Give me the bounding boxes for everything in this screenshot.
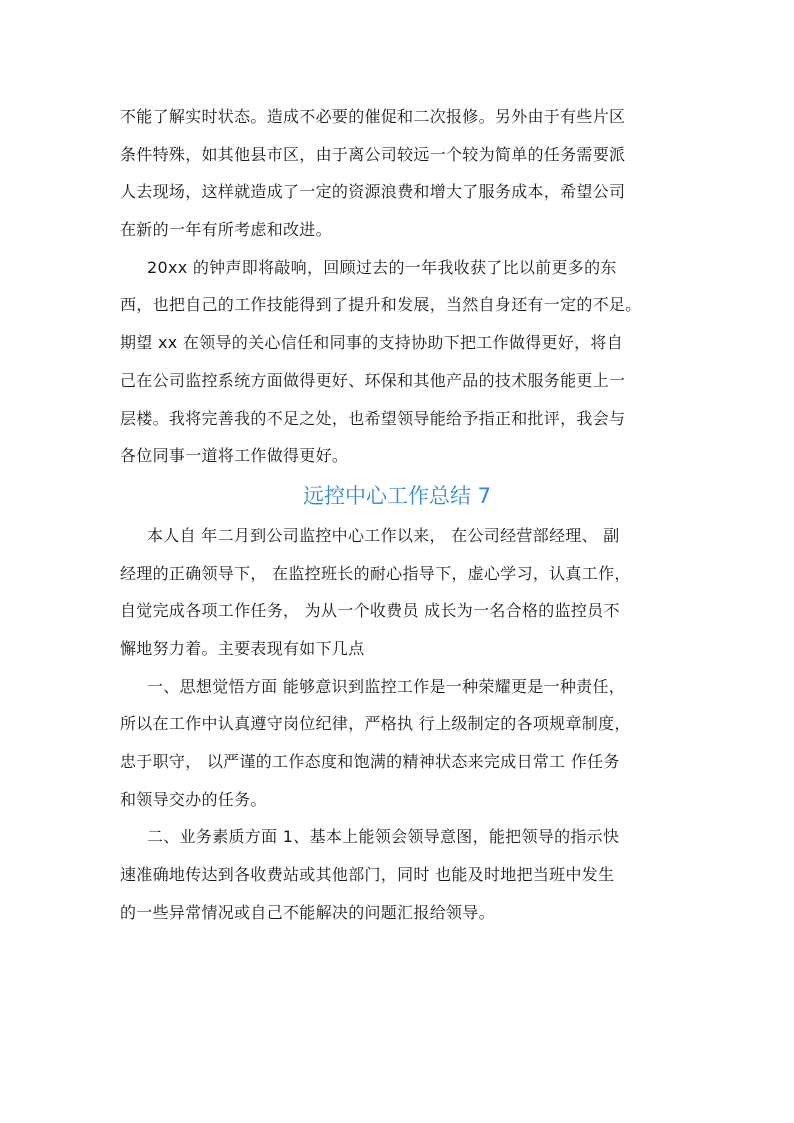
paragraph [120,249,674,475]
text-line: 速准确地传达到各收费站或其他部门，同时 也能及时地把当班中发生 [120,865,615,885]
text-line: 己在公司监控系统方面做得更好、环保和其他产品的技术服务能更上一 [120,370,626,390]
text-line: 各位同事一道将工作做得更好。 [120,446,349,466]
text-line: 自觉完成各项工作任务， 为从一个收费员 成长为一名合格的监控员不 [120,601,620,621]
text-line: 条件特殊，如其他县市区，由于离公司较远一个较为简单的任务需要派 [120,144,626,164]
text-line: 层楼。我将完善我的不足之处，也希望领导能给予指正和批评，我会与 [120,408,626,428]
document-page [120,98,674,931]
paragraph [120,98,674,249]
text-line: 忠于职守， 以严谨的工作态度和饱满的精神状态来完成日常工 作任务 [120,752,620,771]
text-line: 20xx 的钟声即将敲响，回顾过去的一年我收获了比以前更多的东 [147,257,617,277]
text-line: 人去现场，这样就造成了一定的资源浪费和增大了服务成本，希望公司 [120,182,626,202]
text-line: 一、思想觉悟方面 能够意识到监控工作是一种荣耀更是一种责任， [147,676,626,696]
section-title: 远控中心工作总结 7 [302,483,492,508]
text-line: 所以在工作中认真遵守岗位纪律，严格执 行上级制定的各项规章制度， [120,714,631,734]
text-line: 不能了解实时状态。造成不必要的催促和二次报修。另外由于有些片区 [120,107,626,126]
text-line: 本人自 年二月到公司监控中心工作以来， 在公司经营部经理、 副 [147,525,620,545]
text-line: 二、业务素质方面 1、基本上能领会领导意图，能把领导的指示快 [147,827,620,847]
text-line: 的一些异常情况或自己不能解决的问题汇报给领导。 [120,902,495,922]
text-line: 西，也把自己的工作技能得到了提升和发展，当然自身还有一定的不足。 [120,295,642,315]
paragraph [120,818,674,931]
paragraph [120,668,674,819]
text-line: 懈地努力着。主要表现有如下几点 [120,638,365,658]
text-line: 经理的正确领导下， 在监控班长的耐心指导下，虚心学习，认真工作， [120,563,631,583]
paragraph [120,517,674,668]
text-line: 在新的一年有所考虑和改进。 [120,220,332,240]
text-line: 期望 xx 在领导的关心信任和同事的支持协助下把工作做得更好，将自 [120,333,624,353]
text-line: 和领导交办的任务。 [120,789,267,809]
